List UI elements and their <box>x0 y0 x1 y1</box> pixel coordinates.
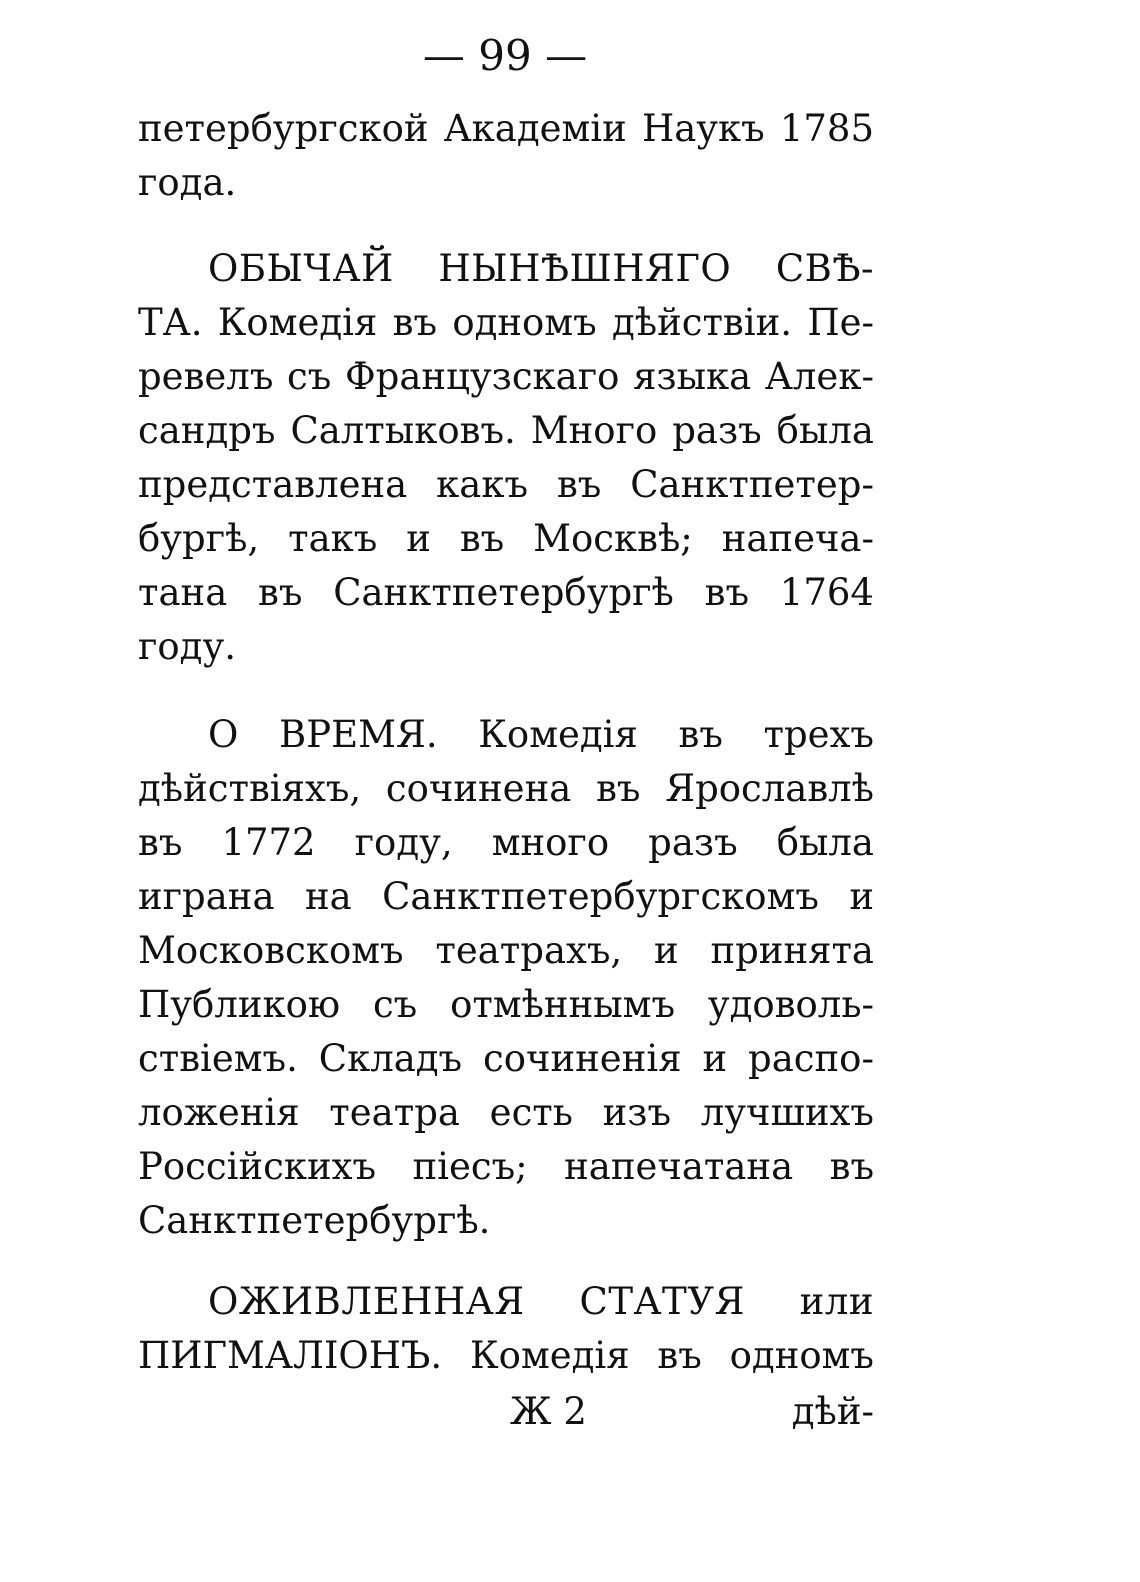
text-line <box>138 1194 874 1248</box>
word: ТА. <box>138 301 203 344</box>
entry-title-line <box>138 708 874 762</box>
text-line <box>138 404 874 458</box>
word: Санктпетербургѣ <box>333 571 674 614</box>
word: сочинена <box>385 767 572 810</box>
word: съ <box>287 355 332 398</box>
word: НЫНѢШНЯГО <box>438 247 732 290</box>
word: ствіемъ. <box>138 1037 298 1080</box>
word: въ <box>678 713 723 756</box>
entry-title-line <box>138 1275 874 1329</box>
word: Санктпетербургскомъ <box>382 875 819 918</box>
page-number: — 99 — <box>422 31 588 80</box>
word: одномъ <box>729 1334 874 1377</box>
page-footer <box>138 1385 874 1439</box>
text-line <box>138 924 874 978</box>
text-line <box>138 1086 874 1140</box>
word: Комедія <box>478 713 638 756</box>
word: СТАТУЯ <box>579 1280 745 1323</box>
entry-title-line <box>138 242 874 296</box>
word: напеча- <box>721 517 874 560</box>
word: Алек- <box>764 355 874 398</box>
text-line <box>138 512 874 566</box>
text-line <box>138 762 874 816</box>
word: Комедія <box>217 301 378 344</box>
word: Пе- <box>807 301 874 344</box>
word: піесъ; <box>412 1145 528 1188</box>
printer-signature-mark: Ж 2 <box>510 1390 587 1433</box>
entry-obychai-nyneshnyago-sveta <box>138 242 874 674</box>
word: въ <box>829 1145 874 1188</box>
entry-ozhivlennaya-statuya <box>138 1275 874 1383</box>
paragraph-continuation <box>138 102 874 210</box>
word: изъ <box>602 1091 672 1134</box>
word: 1772 <box>221 821 316 864</box>
word: сандръ <box>138 409 276 452</box>
word: Ярославлѣ <box>665 767 874 810</box>
word: въ <box>704 571 750 614</box>
word: СВѢ- <box>775 247 874 290</box>
word: въ <box>596 767 641 810</box>
word: году. <box>138 625 236 668</box>
word: дѣйствіяхъ, <box>138 767 362 810</box>
text-line <box>138 296 874 350</box>
word: напечатана <box>564 1145 794 1188</box>
word: театрахъ, <box>435 929 623 972</box>
word: Салтыковъ. <box>290 409 516 452</box>
word: играна <box>138 875 275 918</box>
word: петербургской <box>138 107 429 150</box>
text-line <box>138 156 874 210</box>
word: ВРЕМЯ. <box>279 713 438 756</box>
word: на <box>304 875 352 918</box>
text-line <box>138 1140 874 1194</box>
word: Публикою <box>138 983 341 1026</box>
word: Санктпетербургѣ. <box>138 1199 491 1242</box>
word: Много <box>530 409 658 452</box>
word: Московскомъ <box>138 929 404 972</box>
text-line <box>138 620 874 674</box>
word: въ <box>459 517 505 560</box>
word: тана <box>138 571 228 614</box>
word: года. <box>138 161 237 204</box>
entry-o-vremya <box>138 708 874 1248</box>
word: представлена <box>138 463 408 506</box>
word: 1764 <box>779 571 874 614</box>
word: Москвѣ; <box>533 517 693 560</box>
word: сочиненія <box>483 1037 682 1080</box>
word: или <box>799 1280 874 1323</box>
word: Наукъ <box>641 107 765 150</box>
word: ОЖИВЛЕННАЯ <box>208 1280 525 1323</box>
text-line <box>138 458 874 512</box>
word: и <box>406 517 431 560</box>
word: такъ <box>288 517 378 560</box>
word: была <box>776 821 874 864</box>
word: съ <box>372 983 418 1026</box>
word: и <box>702 1037 728 1080</box>
text-line <box>138 978 874 1032</box>
text-line <box>138 1329 874 1383</box>
text-line <box>138 816 874 870</box>
word: Академіи <box>443 107 627 150</box>
text-line <box>138 1032 874 1086</box>
word: Санктпетер- <box>630 463 874 506</box>
word: Комедія <box>470 1334 630 1377</box>
word: въ <box>258 571 303 614</box>
word: бургѣ, <box>138 517 260 560</box>
word: ревелъ <box>138 355 274 398</box>
word: О <box>208 713 239 756</box>
word: разъ <box>648 821 738 864</box>
word: въ <box>392 301 438 344</box>
word: ложенія <box>138 1091 300 1134</box>
word: дѣйствіи. <box>611 301 793 344</box>
word: была <box>776 409 874 452</box>
word: какъ <box>436 463 529 506</box>
word: принята <box>710 929 874 972</box>
text-line <box>138 566 874 620</box>
word: ОБЫЧАЙ <box>208 247 394 290</box>
word: языка <box>633 355 752 398</box>
word: и <box>849 875 874 918</box>
word: лучшихъ <box>700 1091 874 1134</box>
word: Россійскихъ <box>138 1145 377 1188</box>
text-line <box>138 870 874 924</box>
word: 1785 <box>779 107 874 150</box>
text-line <box>138 102 874 156</box>
word: трехъ <box>763 713 874 756</box>
word: разъ <box>672 409 762 452</box>
word: ПИГМАЛІОНЪ. <box>138 1334 443 1377</box>
text-line <box>138 350 874 404</box>
word: году, <box>354 821 453 864</box>
word: одномъ <box>452 301 597 344</box>
word: въ <box>657 1334 702 1377</box>
word: отмѣннымъ <box>450 983 676 1026</box>
word: Французскаго <box>344 355 620 398</box>
catchword: дѣй- <box>791 1390 874 1433</box>
word: и <box>653 929 679 972</box>
word: театра <box>329 1091 460 1134</box>
word: много <box>491 821 610 864</box>
word: въ <box>138 821 183 864</box>
word: въ <box>556 463 602 506</box>
word: Складъ <box>318 1037 463 1080</box>
word: удоволь- <box>707 983 874 1026</box>
word: распо- <box>748 1037 874 1080</box>
word: есть <box>489 1091 573 1134</box>
